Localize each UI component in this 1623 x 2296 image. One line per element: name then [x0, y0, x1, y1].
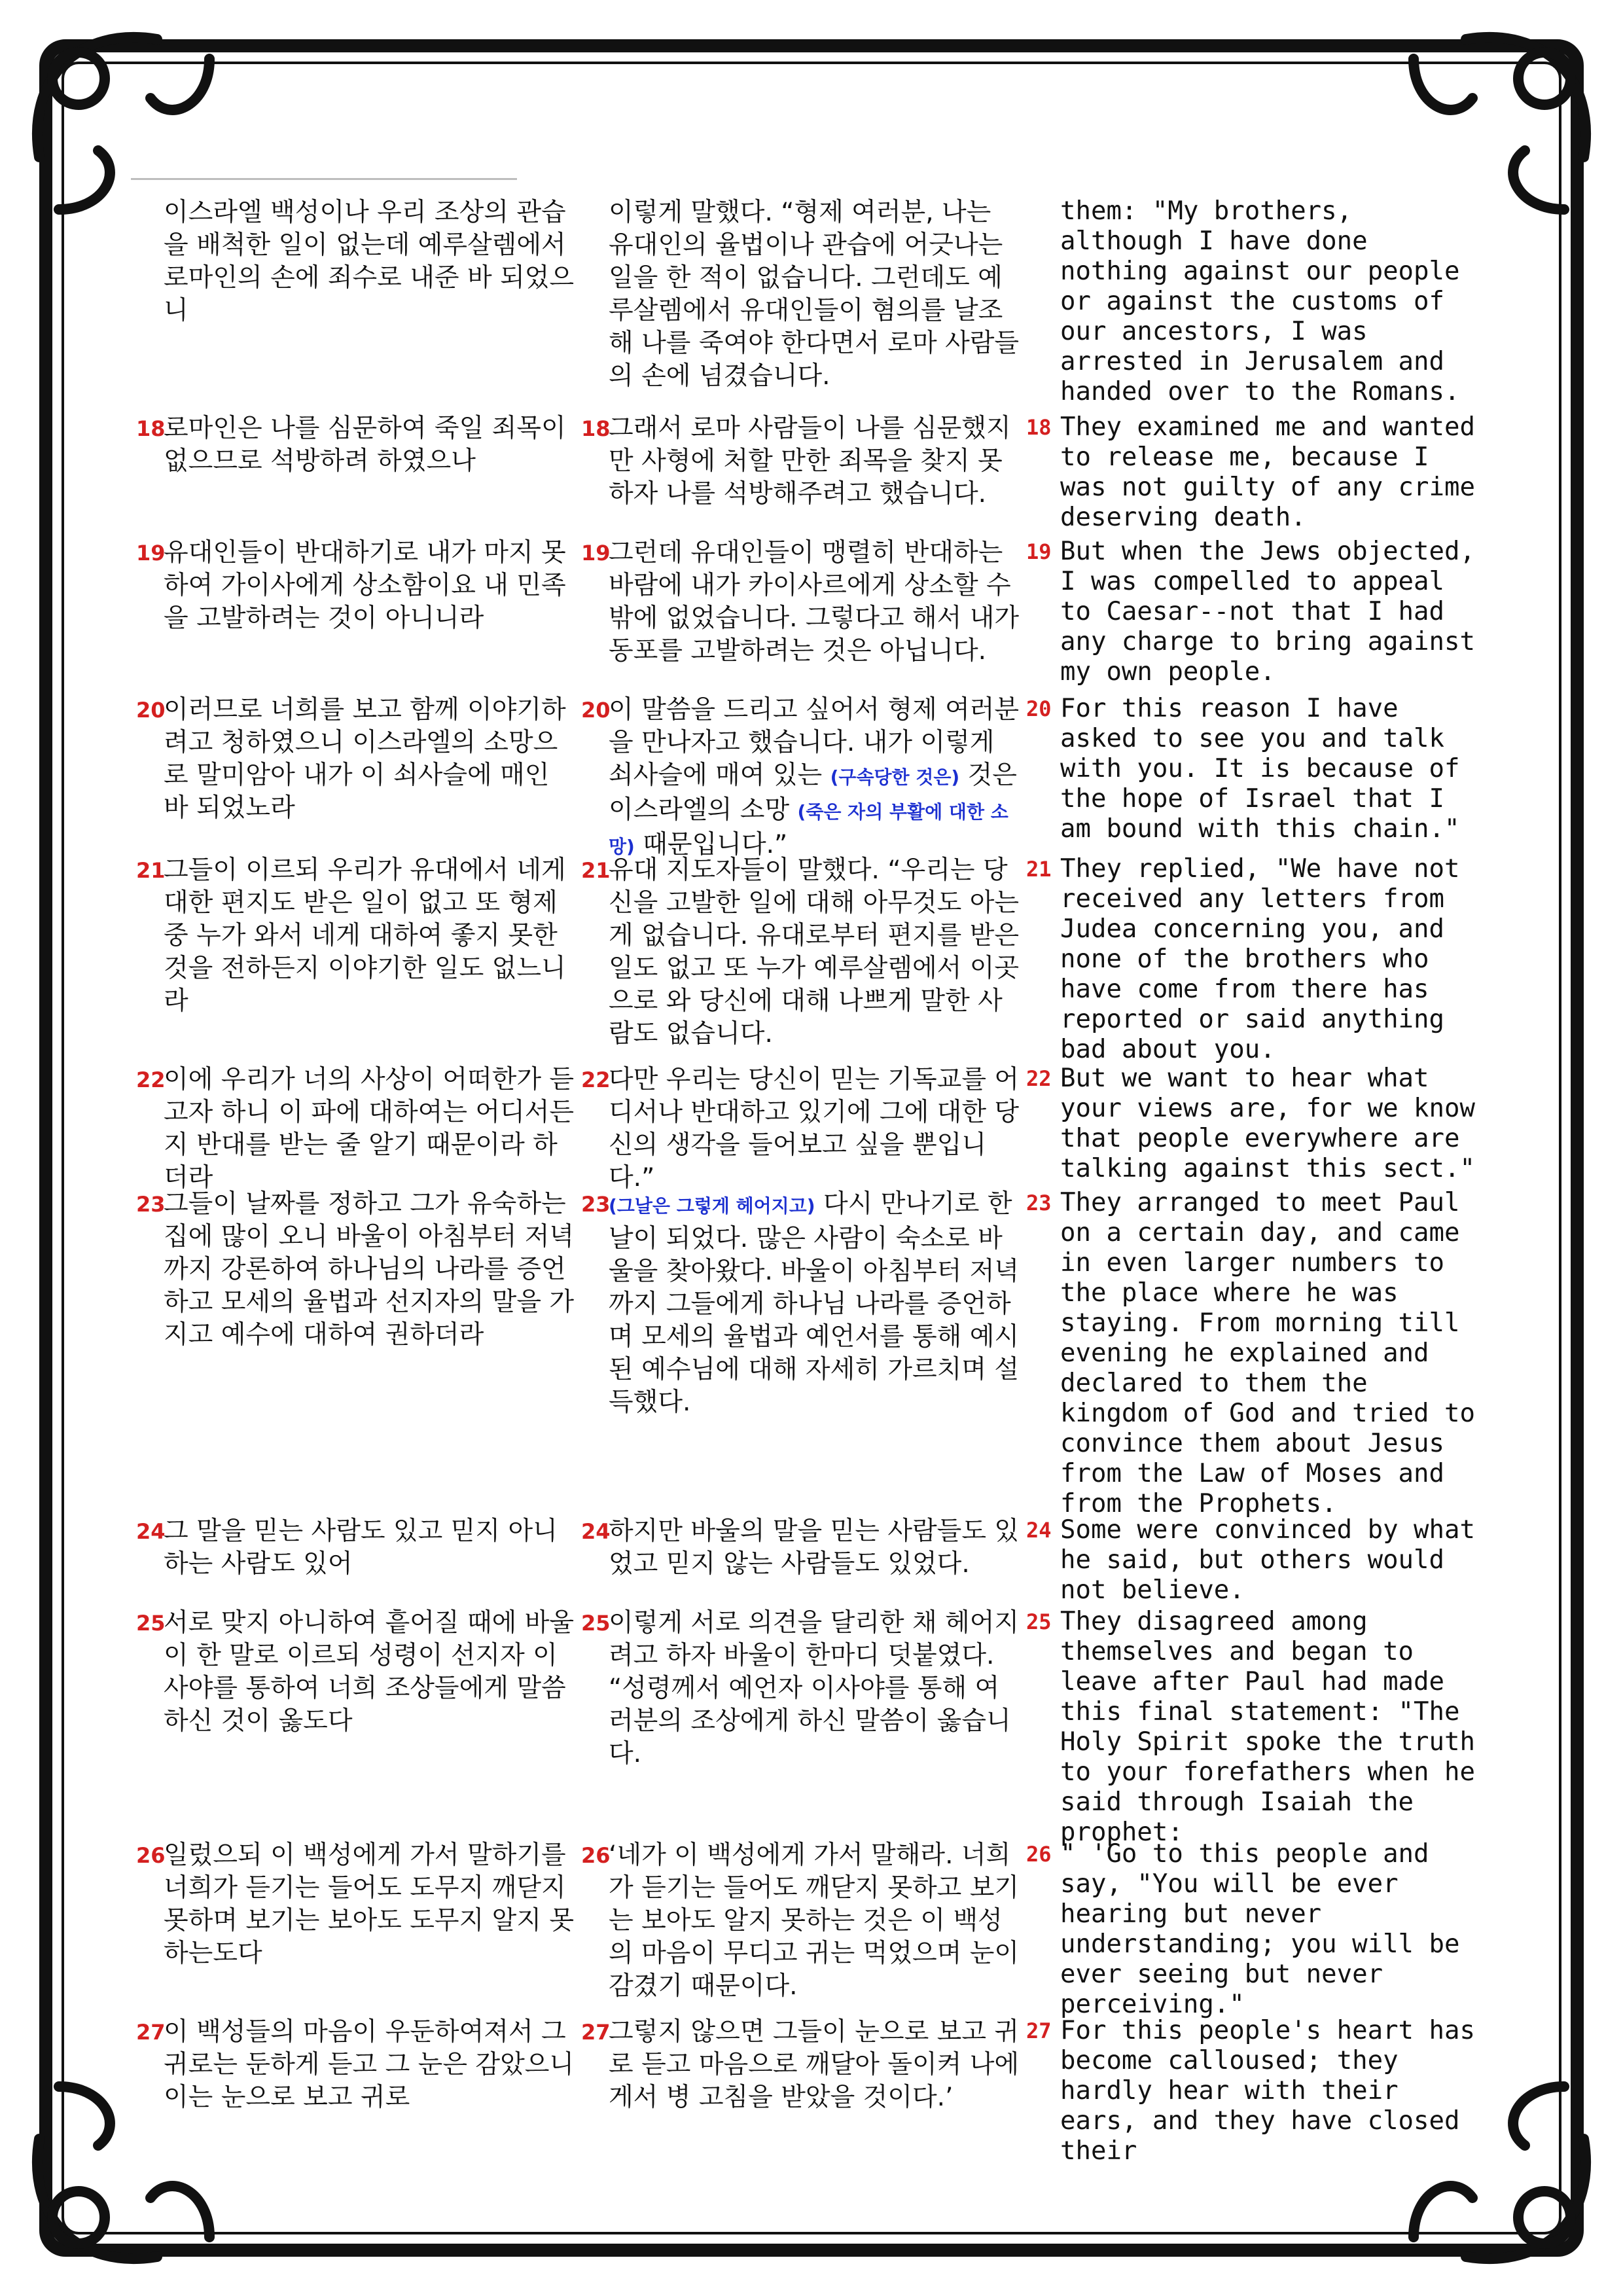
- verse-number: 26: [1026, 1842, 1052, 1867]
- english-text: They replied, "We have not received any letters from Judea concerning you, and none of the brothers who have come from there has reported or said anything bad about you.: [1060, 854, 1460, 1064]
- krv-text: 이 백성들의 마음이 우둔하여져서 그 귀로는 둔하게 듣고 그 눈은 감았으니 이는 눈으로 보고 귀로: [164, 2017, 575, 2112]
- verse-number: 19: [1026, 539, 1052, 564]
- verse-number: 26: [581, 1843, 611, 1868]
- parallel-bible-table: [131, 196, 1479, 2166]
- verse-number: 19: [581, 541, 611, 565]
- krv-verse-25: [131, 1607, 576, 1839]
- modern-korean-text: 때문입니다.”: [634, 830, 788, 859]
- english-text: " 'Go to this people and say, "You will be ever hearing but never understanding; you will be ever seeing but never perceiving.": [1060, 1839, 1460, 2019]
- verse-number: 18: [136, 416, 166, 441]
- english-text: For this people's heart has become calloused; they hardly hear with their ears, and they have closed their: [1060, 2016, 1475, 2166]
- modern-korean-verse-24: [576, 1515, 1021, 1607]
- english-verse-27: [1021, 2016, 1479, 2166]
- verse-number: 24: [581, 1519, 611, 1544]
- krv-text: 그들이 날짜를 정하고 그가 유숙하는 집에 많이 오니 바울이 아침부터 저녁까지 강론하여 하나님의 나라를 증언하고 모세의 율법과 선지자의 말을 가지고 예수에 대하여 권하더라: [164, 1189, 575, 1350]
- modern-korean-verse-18: [576, 412, 1021, 537]
- modern-korean-text: 하지만 바울의 말을 믿는 사람들도 있었고 믿지 않는 사람들도 있었다.: [609, 1516, 1020, 1579]
- krv-verse-21: [131, 854, 576, 1064]
- verse-number: 27: [1026, 2018, 1052, 2043]
- krv-text: 이에 우리가 너의 사상이 어떠한가 듣고자 하니 이 파에 대하여는 어디서든지 반대를 받는 줄 알기 때문이라 하더라: [164, 1065, 575, 1193]
- verse-number: 25: [1026, 1609, 1052, 1634]
- english-text: For this reason I have asked to see you and talk with you. It is because of the hope of Israel that I am bound with this chain.": [1060, 694, 1460, 844]
- english-verse-25: [1021, 1607, 1479, 1847]
- modern-korean-verse-27: [576, 2016, 1021, 2147]
- english-verse-21: [1021, 854, 1479, 1064]
- english-verse-24: [1021, 1515, 1479, 1607]
- verse-number: 25: [581, 1611, 611, 1636]
- krv-text: 일렀으되 이 백성에게 가서 말하기를 너희가 듣기는 들어도 도무지 깨닫지 못하며 보기는 보아도 도무지 알지 못하는도다: [164, 1840, 575, 1968]
- krv-verse-18: [131, 412, 576, 537]
- krv-verse-24: [131, 1515, 576, 1607]
- modern-korean-text: 이렇게 말했다. “형제 여러분, 나는 유대인의 율법이나 관습에 어긋나는 일을 한 적이 없습니다. 그런데도 예루살렘에서 유대인들이 혐의를 날조해 나를 죽여야 한다면서 로마 사람들의 손에 넘겼습니다.: [609, 198, 1020, 391]
- krv-text: 그들이 이르되 우리가 유대에서 네게 대한 편지도 받은 일이 없고 또 형제 중 누가 와서 네게 대하여 좋지 못한 것을 전하든지 이야기한 일도 없느니라: [164, 855, 566, 1016]
- english-verse-20: [1021, 694, 1479, 854]
- verse-number: 22: [136, 1067, 166, 1092]
- krv-verse-27: [131, 2016, 576, 2147]
- verse-number: 19: [136, 541, 166, 565]
- krv-text: 그 말을 믿는 사람도 있고 믿지 아니하는 사람도 있어: [164, 1516, 558, 1579]
- explanatory-note: (그날은 그렇게 헤어지고): [609, 1195, 815, 1217]
- english-verse-22: [1021, 1064, 1479, 1188]
- modern-korean-verse-21: [576, 854, 1021, 1064]
- verse-number: 26: [136, 1843, 166, 1868]
- verse-number: 21: [1026, 857, 1052, 882]
- english-text: them: "My brothers, although I have done nothing against our people or against the customs of our ancestors, I was arrested in Jerusalem and handed over to the Romans.: [1060, 196, 1460, 406]
- verse-number: 21: [136, 858, 166, 883]
- krv-text: 서로 맞지 아니하여 흩어질 때에 바울이 한 말로 이르되 성령이 선지자 이사야를 통하여 너희 조상들에게 말씀하신 것이 옳도다: [164, 1608, 575, 1736]
- english-verse-19: [1021, 537, 1479, 694]
- modern-korean-text: 이 말씀을 드리고 싶어서 형제 여러분을 만나자고 했습니다. 내가 이렇게 쇠사슬에 매여 있는: [609, 695, 1020, 790]
- modern-korean-text: 것은 이스라엘의 소망: [609, 761, 1017, 825]
- modern-korean-verse-25: [576, 1607, 1021, 1839]
- modern-korean-text: 그래서 로마 사람들이 나를 심문했지만 사형에 처할 만한 죄목을 찾지 못하자 나를 석방해주려고 했습니다.: [609, 414, 1011, 509]
- modern-korean-text: 그런데 유대인들이 맹렬히 반대하는 바람에 내가 카이사르에게 상소할 수밖에 없었습니다. 그렇다고 해서 내가 동포를 고발하려는 것은 아닙니다.: [609, 538, 1020, 666]
- verse-number: 27: [136, 2020, 166, 2045]
- english-text: They arranged to meet Paul on a certain day, and came in even larger numbers to the place where he was staying. From morning till evening he explained and declared to them the kingdom of God and tried to convince them about Jesus from the Law of Moses and from the Prophets.: [1060, 1188, 1475, 1518]
- modern-korean-verse-20: [576, 694, 1021, 859]
- modern-korean-text: 다만 우리는 당신이 믿는 기독교를 어디서나 반대하고 있기에 그에 대한 당신의 생각을 들어보고 싶을 뿐입니다.”: [609, 1065, 1020, 1193]
- english-text: They examined me and wanted to release me, because I was not guilty of any crime deserving death.: [1060, 412, 1475, 532]
- krv-text: 이러므로 너희를 보고 함께 이야기하려고 청하였으니 이스라엘의 소망으로 말미암아 내가 이 쇠사슬에 매인 바 되었노라: [164, 695, 566, 823]
- krv-verse-19: [131, 537, 576, 694]
- modern-korean-text: 유대 지도자들이 말했다. “우리는 당신을 고발한 일에 대해 아무것도 아는 게 없습니다. 유대로부터 편지를 받은 일도 없고 또 누가 예루살렘에서 이곳으로 와 당신에 대해 나쁘게 말한 사람도 없습니다.: [609, 855, 1020, 1049]
- english-verse-18: [1021, 412, 1479, 537]
- english-verse-23: [1021, 1188, 1479, 1518]
- english-text: But we want to hear what your views are, for we know that people everywhere are talking against this sect.": [1060, 1064, 1475, 1183]
- verse-number: 24: [136, 1519, 166, 1544]
- verse-number: 23: [581, 1192, 611, 1217]
- modern-korean-verse-23: [576, 1188, 1021, 1515]
- verse-number: 23: [136, 1192, 166, 1217]
- modern-korean-text: 이렇게 서로 의견을 달리한 채 헤어지려고 하자 바울이 한마디 덧붙였다. “성령께서 예언자 이사야를 통해 여러분의 조상에게 하신 말씀이 옳습니다.: [609, 1608, 1020, 1768]
- modern-korean-verse-26: [576, 1839, 1021, 2016]
- modern-korean-verse-22: [576, 1064, 1021, 1193]
- verse-number: 25: [136, 1611, 166, 1636]
- modern-korean-text: ‘네가 이 백성에게 가서 말해라. 너희가 듣기는 들어도 깨닫지 못하고 보기는 보아도 알지 못하는 것은 이 백성의 마음이 무디고 귀는 먹었으며 눈이 감겼기 때문이다.: [609, 1840, 1020, 2001]
- verse-number: 27: [581, 2020, 611, 2045]
- verse-number: 18: [581, 416, 611, 441]
- verse-number: 20: [136, 698, 166, 723]
- krv-verse-26: [131, 1839, 576, 2016]
- krv-text: 로마인은 나를 심문하여 죽일 죄목이 없으므로 석방하려 하였으나: [164, 414, 566, 476]
- krv-verse-23: [131, 1188, 576, 1515]
- english-text: But when the Jews objected, I was compelled to appeal to Caesar--not that I had any charge to bring against my own people.: [1060, 537, 1475, 687]
- krv-verse-20: [131, 694, 576, 854]
- verse-number: 24: [1026, 1518, 1052, 1543]
- explanatory-note: (죽은 자의 부활에 대한 소망): [609, 801, 1008, 857]
- verse-number: 18: [1026, 415, 1052, 440]
- modern-korean-text: 그렇지 않으면 그들이 눈으로 보고 귀로 듣고 마음으로 깨달아 돌이켜 나에게서 병 고침을 받았을 것이다.’: [609, 2017, 1020, 2112]
- english-text: They disagreed among themselves and began to leave after Paul had made this final statement: "The Holy Spirit spoke the truth to your forefathers when he said through Isaiah the prophet:: [1060, 1607, 1475, 1847]
- krv-verse-22: [131, 1064, 576, 1193]
- modern-korean-verse-19: [576, 537, 1021, 694]
- verse-number: 21: [581, 858, 611, 883]
- verse-number: 23: [1026, 1191, 1052, 1215]
- verse-number: 22: [581, 1067, 611, 1092]
- explanatory-note: (구속당한 것은): [830, 766, 960, 788]
- krv-text: 유대인들이 반대하기로 내가 마지 못하여 가이사에게 상소함이요 내 민족을 고발하려는 것이 아니니라: [164, 538, 566, 633]
- english-verse-26: [1021, 1839, 1479, 2019]
- modern-korean-text: 다시 만나기로 한 날이 되었다. 많은 사람이 숙소로 바울을 찾아왔다. 바울이 아침부터 저녁까지 그들에게 하나님 나라를 증언하며 모세의 율법과 예언서를 통해 예시된 예수님에 대해 자세히 가르치며 설득했다.: [609, 1189, 1020, 1417]
- english-text: Some were convinced by what he said, but others would not believe.: [1060, 1515, 1475, 1605]
- header-rule: [131, 178, 517, 180]
- krv-text: 이스라엘 백성이나 우리 조상의 관습을 배척한 일이 없는데 예루살렘에서 로마인의 손에 죄수로 내준 바 되었으니: [164, 198, 575, 325]
- verse-number: 20: [581, 698, 611, 723]
- verse-number: 20: [1026, 696, 1052, 721]
- verse-number: 22: [1026, 1066, 1052, 1091]
